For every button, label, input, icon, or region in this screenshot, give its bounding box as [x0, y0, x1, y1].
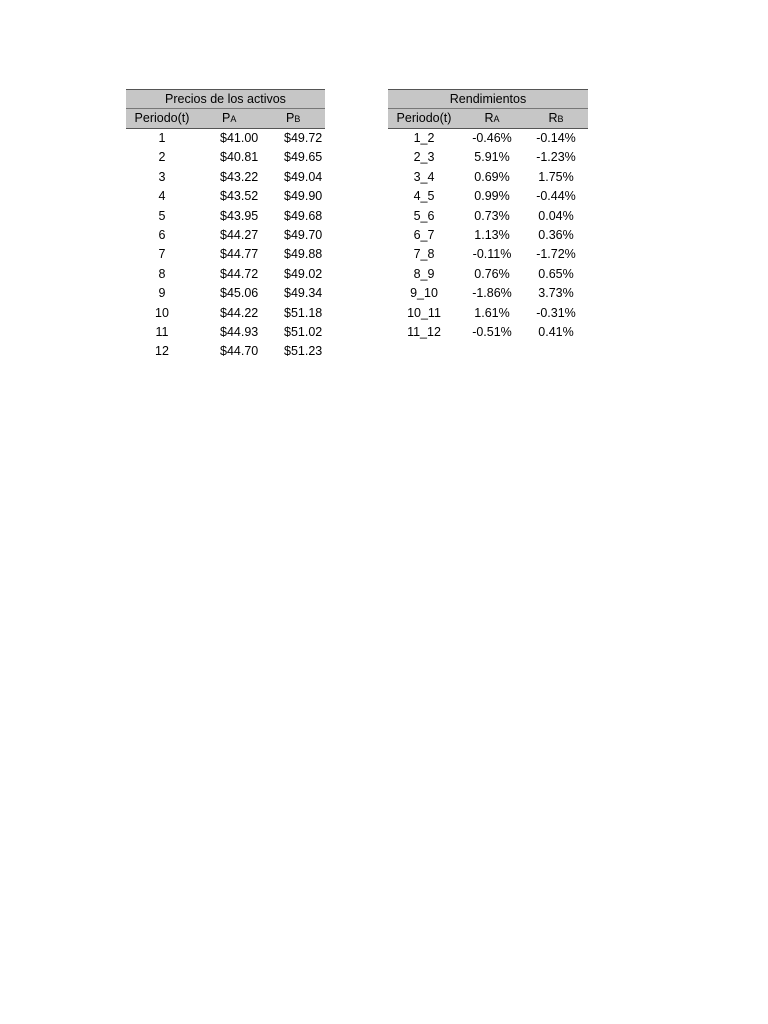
period-cell: 4 — [158, 189, 166, 204]
price-a-cell: $44.22 — [220, 305, 259, 320]
return-a-cell: 1.61% — [474, 305, 510, 320]
table-row — [126, 187, 325, 206]
prices-header-pb-main: P — [286, 111, 295, 125]
price-b-cell: $49.88 — [284, 247, 323, 262]
table-row — [126, 207, 325, 226]
price-b-cell: $49.70 — [284, 227, 323, 242]
table-row — [126, 226, 325, 245]
prices-header-period: Periodo(t) — [134, 111, 190, 125]
return-a-cell: -0.11% — [472, 247, 512, 262]
returns-header-period: Periodo(t) — [396, 111, 452, 125]
period-cell: 9_10 — [410, 286, 438, 301]
price-b-cell: $49.72 — [284, 131, 323, 145]
table-row — [126, 304, 325, 323]
price-b-cell: $51.02 — [284, 324, 323, 339]
return-b-cell: 0.04% — [538, 208, 574, 223]
period-cell: 5_6 — [413, 208, 435, 223]
period-cell: 6 — [158, 227, 166, 242]
table-row — [388, 148, 588, 167]
table-row — [388, 207, 588, 226]
return-a-cell: 1.13% — [474, 227, 510, 242]
period-cell: 3 — [158, 169, 166, 184]
period-cell: 7 — [158, 247, 166, 262]
prices-header-pb — [262, 109, 325, 128]
price-b-cell: $51.23 — [284, 344, 323, 359]
returns-header-rb-sub: B — [557, 114, 564, 124]
period-cell: 8 — [158, 266, 166, 281]
return-b-cell: 3.73% — [538, 286, 574, 301]
return-b-cell: -0.31% — [536, 305, 576, 320]
prices-table-title: Precios de los activos — [126, 89, 325, 109]
table-row — [388, 129, 588, 148]
period-cell: 12 — [155, 344, 169, 359]
returns-header-ra-sub: A — [493, 114, 500, 124]
return-a-cell: -1.86% — [472, 286, 512, 301]
period-cell: 11_12 — [407, 324, 441, 339]
returns-header-rb — [524, 109, 588, 128]
table-row — [388, 168, 588, 187]
prices-header-pa — [198, 109, 262, 128]
price-a-cell: $44.70 — [220, 344, 259, 359]
return-b-cell: -0.44% — [536, 189, 576, 204]
period-cell: 10 — [155, 305, 169, 320]
period-cell: 5 — [158, 208, 166, 223]
price-b-cell: $49.90 — [284, 189, 323, 204]
return-a-cell: -0.51% — [472, 324, 512, 339]
price-a-cell: $43.95 — [220, 208, 259, 223]
prices-table-body — [126, 129, 325, 362]
period-cell: 2_3 — [413, 150, 435, 165]
price-b-cell: $49.02 — [284, 266, 323, 281]
prices-header-pa-main: P — [222, 111, 231, 125]
return-a-cell: 0.73% — [474, 208, 510, 223]
price-a-cell: $45.06 — [220, 286, 259, 301]
return-b-cell: -0.14% — [536, 131, 576, 145]
table-row — [126, 129, 325, 148]
return-a-cell: 0.69% — [474, 169, 510, 184]
price-b-cell: $49.34 — [284, 286, 323, 301]
price-a-cell: $44.72 — [220, 266, 259, 281]
table-row — [126, 265, 325, 284]
period-cell: 6_7 — [413, 227, 435, 242]
table-row — [388, 323, 588, 342]
price-a-cell: $41.00 — [220, 131, 259, 145]
table-row — [126, 168, 325, 187]
period-cell: 11 — [155, 324, 169, 339]
return-b-cell: 1.75% — [538, 169, 574, 184]
returns-header-rb-main: R — [548, 111, 558, 125]
return-a-cell: 0.76% — [474, 266, 510, 281]
returns-header-ra-main: R — [484, 111, 494, 125]
returns-header-row — [388, 109, 588, 129]
return-a-cell: -0.46% — [472, 131, 512, 145]
table-row — [126, 245, 325, 264]
price-a-cell: $44.77 — [220, 247, 259, 262]
table-row — [126, 323, 325, 342]
prices-header-pb-sub: B — [294, 114, 301, 124]
period-cell: 10_11 — [407, 305, 441, 320]
table-row — [388, 284, 588, 303]
price-a-cell: $43.52 — [220, 189, 259, 204]
return-b-cell: 0.36% — [538, 227, 574, 242]
period-cell: 1_2 — [413, 131, 435, 145]
return-b-cell: 0.41% — [538, 324, 574, 339]
table-row — [388, 187, 588, 206]
prices-table — [126, 89, 325, 362]
table-row — [388, 245, 588, 264]
price-a-cell: $40.81 — [220, 150, 259, 165]
price-a-cell: $43.22 — [220, 169, 259, 184]
period-cell: 7_8 — [413, 247, 435, 262]
price-b-cell: $51.18 — [284, 305, 323, 320]
prices-header-pa-sub: A — [230, 114, 237, 124]
price-b-cell: $49.65 — [284, 150, 323, 165]
period-cell: 1 — [158, 131, 166, 145]
returns-table-body — [388, 129, 588, 342]
period-cell: 3_4 — [413, 169, 435, 184]
period-cell: 4_5 — [413, 189, 435, 204]
return-b-cell: -1.23% — [536, 150, 576, 165]
table-row — [388, 265, 588, 284]
table-row — [388, 304, 588, 323]
table-row — [126, 284, 325, 303]
returns-header-ra — [460, 109, 524, 128]
price-b-cell: $49.04 — [284, 169, 323, 184]
period-cell: 9 — [158, 286, 166, 301]
period-cell: 8_9 — [413, 266, 435, 281]
return-a-cell: 0.99% — [474, 189, 510, 204]
table-row — [388, 226, 588, 245]
price-b-cell: $49.68 — [284, 208, 323, 223]
table-row — [126, 148, 325, 167]
price-a-cell: $44.93 — [220, 324, 259, 339]
prices-header-row — [126, 109, 325, 129]
return-a-cell: 5.91% — [474, 150, 510, 165]
price-a-cell: $44.27 — [220, 227, 259, 242]
period-cell: 2 — [158, 150, 166, 165]
table-row — [126, 342, 325, 361]
return-b-cell: -1.72% — [536, 247, 576, 262]
returns-table-title: Rendimientos — [388, 89, 588, 109]
return-b-cell: 0.65% — [538, 266, 574, 281]
returns-table — [388, 89, 588, 342]
